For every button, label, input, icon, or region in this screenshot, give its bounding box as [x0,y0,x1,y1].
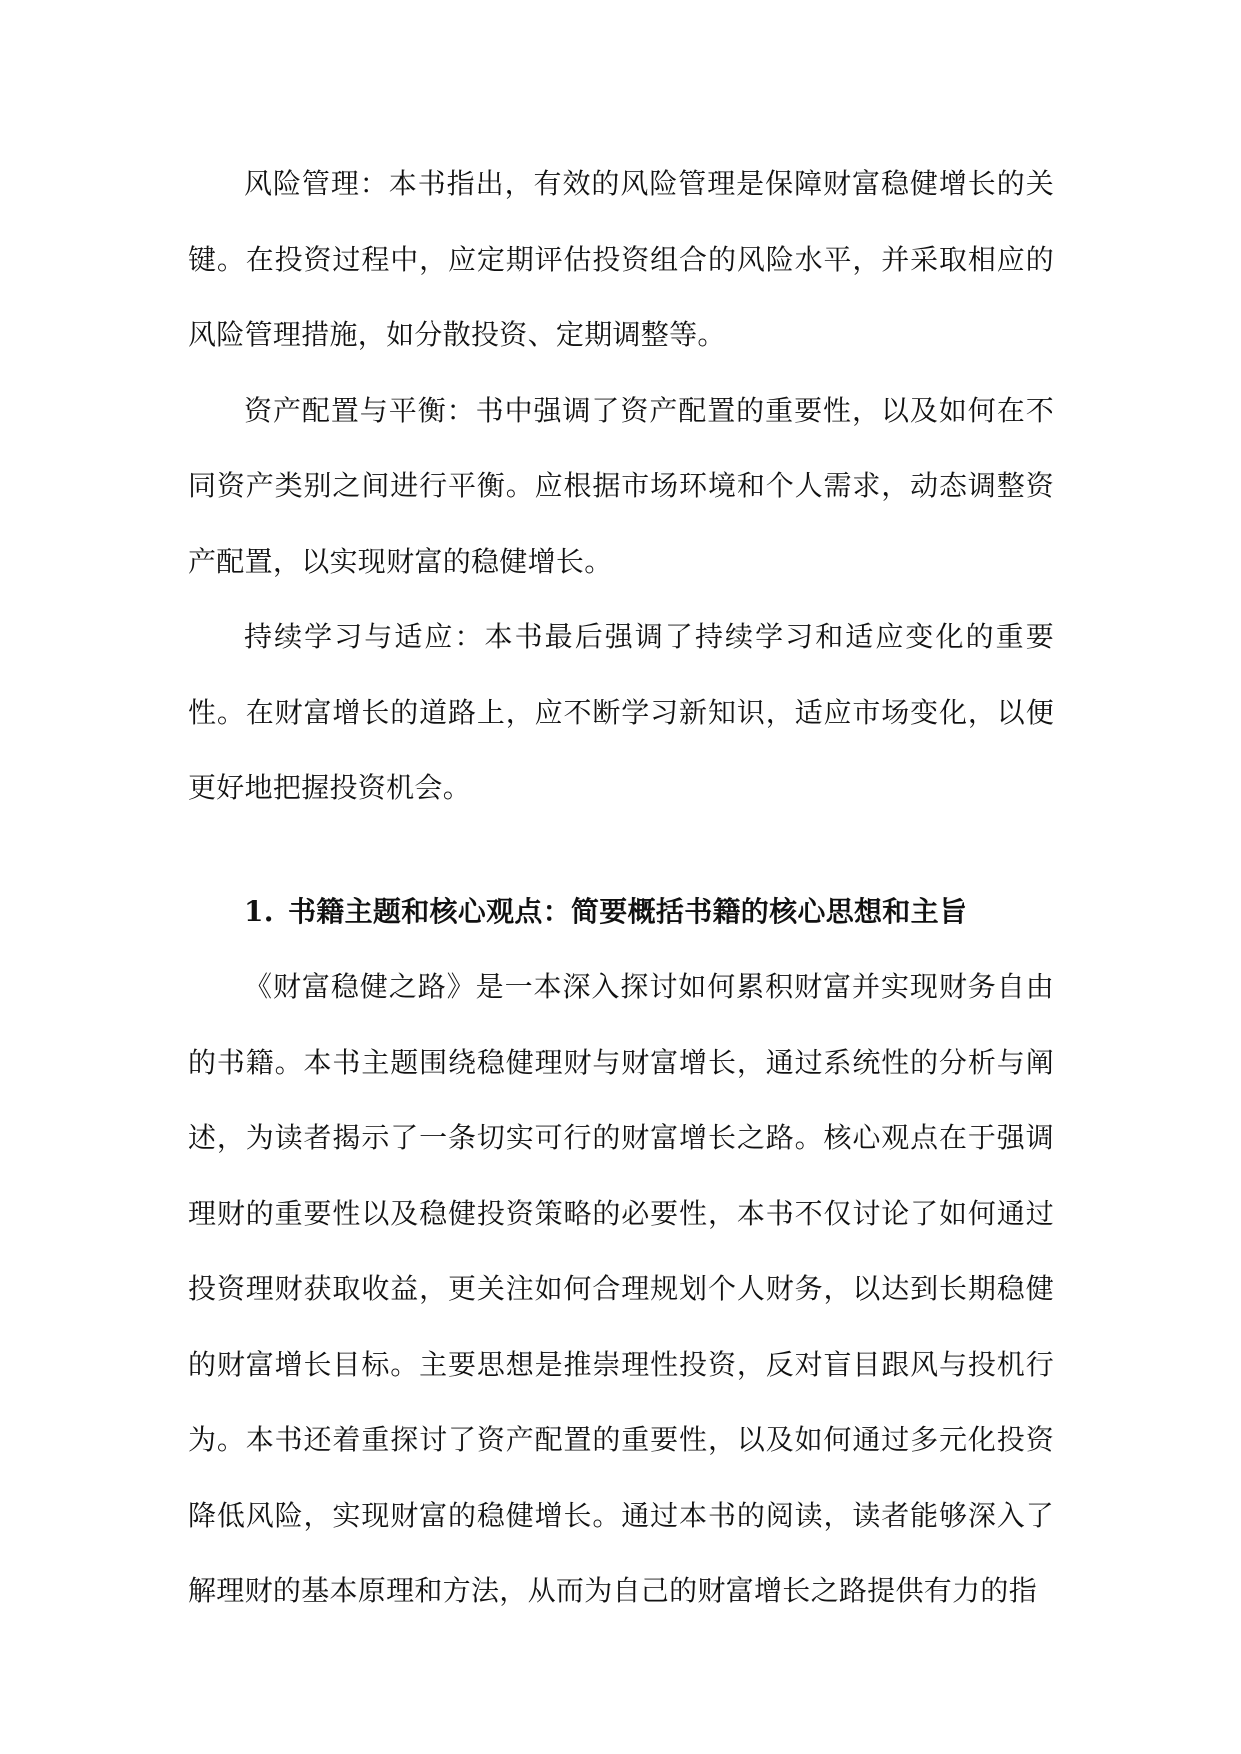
paragraph-continuous-learning: 持续学习与适应：本书最后强调了持续学习和适应变化的重要性。在财富增长的道路上，应不断学习新知识，适应市场变化，以便更好地把握投资机会。 [188,620,1054,804]
section-title: 书籍主题和核心观点：简要概括书籍的核心思想和主旨 [288,894,968,928]
section-heading [188,874,1054,950]
paragraph-book-summary: 《财富稳健之路》是一本深入探讨如何累积财富并实现财务自由的书籍。本书主题围绕稳健理财与财富增长，通过系统性的分析与阐述，为读者揭示了一条切实可行的财富增长之路。核心观点在于强调理财的重要性以及稳健投资策略的必要性，本书不仅讨论了如何通过投资理财获取收益，更关注如何合理规划个人财务，以达到长期稳健的财富增长目标。主要思想是推崇理性投资，反对盲目跟风与投机行为。本书还着重探讨了资产配置的重要性，以及如何通过多元化投资降低风险，实现财富的稳健增长。通过本书的阅读，读者能够深入了解理财的基本原理和方法，从而为自己的财富增长之路提供有力的指 [188,970,1054,1607]
paragraph-risk-management: 风险管理：本书指出，有效的风险管理是保障财富稳健增长的关键。在投资过程中，应定期评估投资组合的风险水平，并采取相应的风险管理措施，如分散投资、定期调整等。 [188,167,1054,351]
section-number: 1. [244,894,274,928]
document-body [188,146,1054,1629]
paragraph-asset-allocation: 资产配置与平衡：书中强调了资产配置的重要性，以及如何在不同资产类别之间进行平衡。应根据市场环境和个人需求，动态调整资产配置，以实现财富的稳健增长。 [188,393,1054,578]
